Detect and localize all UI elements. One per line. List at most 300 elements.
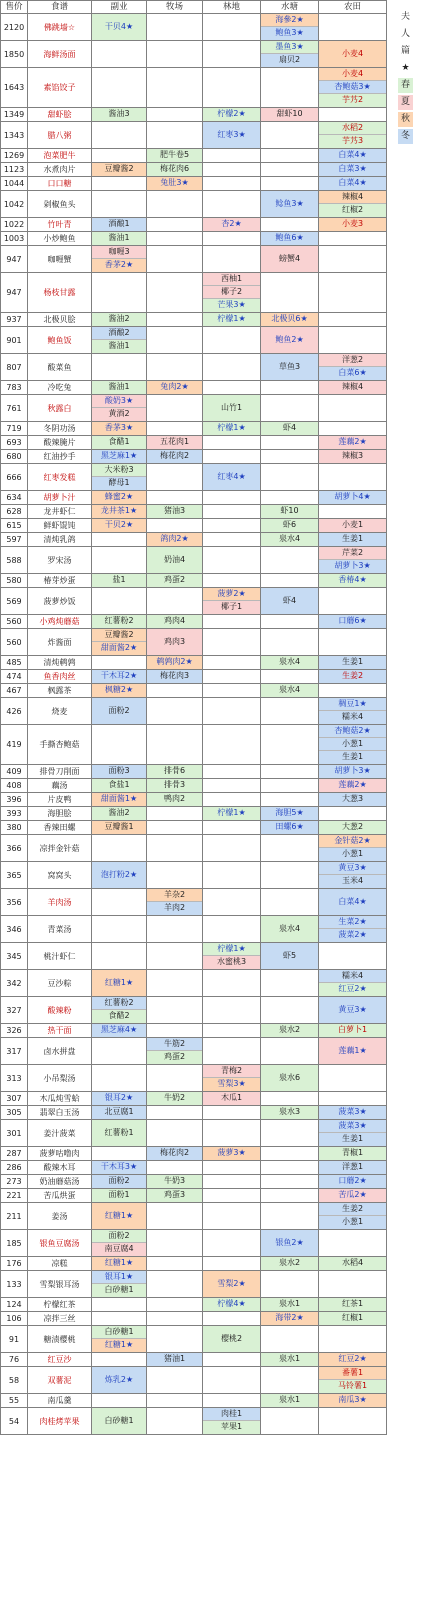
pond-cell <box>261 273 319 313</box>
recipe-name-cell: 小吊梨汤 <box>28 1065 92 1092</box>
sideline-cell <box>92 1161 147 1175</box>
sideline-cell <box>92 273 147 313</box>
ingredient-cell: 五花肉1 <box>147 436 203 449</box>
recipe-name-cell: 酸菜鱼 <box>28 354 92 381</box>
sideline-cell <box>92 588 147 615</box>
price-cell: 1022 <box>1 218 28 232</box>
sideline-cell <box>92 108 147 122</box>
pond-cell <box>261 218 319 232</box>
recipe-name-cell: 腊八粥 <box>28 122 92 149</box>
ingredient-cell: 白菜6★ <box>319 367 387 380</box>
ranch-cell <box>147 519 203 533</box>
ingredient-cell: 小麦4 <box>319 68 387 81</box>
sideline-cell <box>92 1175 147 1189</box>
ranch-cell <box>147 1257 203 1271</box>
recipe-name-cell: 海胆脍 <box>28 807 92 821</box>
header-sideline: 副业 <box>92 1 147 14</box>
forest-cell <box>203 1175 261 1189</box>
ingredient-cell: 干贝4★ <box>92 14 147 40</box>
ingredient-cell: 羊杂2 <box>147 889 203 902</box>
price-cell: 124 <box>1 1298 28 1312</box>
sideline-cell <box>92 464 147 491</box>
pond-cell <box>261 381 319 395</box>
ingredient-cell: 杏2★ <box>203 218 261 231</box>
ingredient-cell: 酸奶3★ <box>92 395 147 408</box>
farmland-cell <box>319 1394 387 1408</box>
recipe-name-cell: 酸辣木耳 <box>28 1161 92 1175</box>
ingredient-cell: 干木耳2★ <box>92 670 147 683</box>
pond-cell <box>261 1161 319 1175</box>
farmland-cell <box>319 149 387 163</box>
price-cell: 76 <box>1 1353 28 1367</box>
farmland-cell <box>319 1312 387 1326</box>
price-cell: 474 <box>1 670 28 684</box>
price-cell: 176 <box>1 1257 28 1271</box>
forest-cell <box>203 821 261 835</box>
forest-cell <box>203 436 261 450</box>
sideline-cell <box>92 1024 147 1038</box>
ingredient-cell: 红椒2 <box>319 204 387 217</box>
farmland-cell <box>319 684 387 698</box>
recipe-name-cell: 素馅饺子 <box>28 68 92 108</box>
sideline-cell <box>92 997 147 1024</box>
table-row <box>1 177 387 191</box>
ingredient-cell: 鸡肉4 <box>147 615 203 628</box>
ranch-cell <box>147 327 203 354</box>
ingredient-cell: 虾10 <box>261 505 319 518</box>
sideline-cell <box>92 765 147 779</box>
price-cell: 1042 <box>1 191 28 218</box>
recipe-name-cell: 翡翠白玉汤 <box>28 1106 92 1120</box>
price-cell: 133 <box>1 1271 28 1298</box>
recipe-name-cell: 佛跳墙☆ <box>28 14 92 41</box>
forest-cell <box>203 1394 261 1408</box>
ranch-cell <box>147 1298 203 1312</box>
price-cell: 58 <box>1 1367 28 1394</box>
forest-cell <box>203 970 261 997</box>
price-cell: 326 <box>1 1024 28 1038</box>
ingredient-cell: 食盐1 <box>92 779 147 792</box>
sideline-cell <box>92 807 147 821</box>
recipe-name-cell: 北极贝脍 <box>28 313 92 327</box>
price-cell: 807 <box>1 354 28 381</box>
price-cell: 580 <box>1 574 28 588</box>
ingredient-cell: 南豆腐4 <box>92 1243 147 1256</box>
ranch-cell <box>147 793 203 807</box>
pond-cell <box>261 1257 319 1271</box>
sideline-cell <box>92 1312 147 1326</box>
ingredient-cell: 面粉2 <box>92 1175 147 1188</box>
sideline-cell <box>92 1230 147 1257</box>
forest-cell <box>203 629 261 656</box>
table-row <box>1 149 387 163</box>
table-row <box>1 725 387 765</box>
sideline-cell <box>92 1120 147 1147</box>
sideline-cell <box>92 1189 147 1203</box>
recipe-name-cell: 罗宋汤 <box>28 547 92 574</box>
farmland-cell <box>319 68 387 108</box>
ingredient-cell: 菠菜2★ <box>319 929 387 942</box>
pond-cell <box>261 519 319 533</box>
table-row <box>1 218 387 232</box>
farmland-cell <box>319 232 387 246</box>
ingredient-cell: 排骨6 <box>147 765 203 778</box>
ingredient-cell: 豆瓣酱2 <box>92 163 147 176</box>
price-cell: 221 <box>1 1189 28 1203</box>
ranch-cell <box>147 122 203 149</box>
sideline-cell <box>92 422 147 436</box>
table-row <box>1 354 387 381</box>
price-cell: 286 <box>1 1161 28 1175</box>
price-cell: 1044 <box>1 177 28 191</box>
pond-cell <box>261 232 319 246</box>
farmland-cell <box>319 177 387 191</box>
ingredient-cell: 杏鲍菇3★ <box>319 81 387 94</box>
sideline-cell <box>92 1353 147 1367</box>
price-cell: 305 <box>1 1106 28 1120</box>
ingredient-cell: 扇贝2 <box>261 54 319 67</box>
ranch-cell <box>147 163 203 177</box>
ranch-cell <box>147 1271 203 1298</box>
ingredient-cell: 酱油1 <box>92 232 147 245</box>
farmland-cell <box>319 793 387 807</box>
ingredient-cell: 肉桂1 <box>203 1408 261 1421</box>
ingredient-cell: 泉水4 <box>261 684 319 697</box>
recipe-name-cell: 凉拌三丝 <box>28 1312 92 1326</box>
price-cell: 1003 <box>1 232 28 246</box>
ranch-cell <box>147 450 203 464</box>
legend-season-2: 秋 <box>398 112 413 127</box>
sideline-cell <box>92 684 147 698</box>
recipe-name-cell: 烧麦 <box>28 698 92 725</box>
recipe-name-cell: 鱼香肉丝 <box>28 670 92 684</box>
farmland-cell <box>319 191 387 218</box>
ingredient-cell: 红糖1★ <box>92 1257 147 1270</box>
sideline-cell <box>92 1106 147 1120</box>
ingredient-cell: 海參2★ <box>261 14 319 27</box>
sideline-cell <box>92 916 147 943</box>
table-row <box>1 68 387 108</box>
price-cell: 408 <box>1 779 28 793</box>
ingredient-cell: 干木耳3★ <box>92 1161 147 1174</box>
farmland-cell <box>319 381 387 395</box>
ingredient-cell: 木瓜1 <box>203 1092 261 1105</box>
table-row <box>1 108 387 122</box>
farmland-cell <box>319 273 387 313</box>
table-row <box>1 381 387 395</box>
ingredient-cell: 面粉2 <box>92 698 147 724</box>
recipe-name-cell: 口口糖 <box>28 177 92 191</box>
ingredient-cell: 小葱1 <box>319 848 387 861</box>
recipe-name-cell: 奶油蘑菇汤 <box>28 1175 92 1189</box>
ingredient-cell: 白砂糖1 <box>92 1284 147 1297</box>
forest-cell <box>203 163 261 177</box>
ingredient-cell: 鹌鹑肉2★ <box>147 656 203 669</box>
price-cell: 393 <box>1 807 28 821</box>
ranch-cell <box>147 395 203 422</box>
ingredient-cell: 椰子1 <box>203 601 261 614</box>
ingredient-cell: 青梅2 <box>203 1065 261 1078</box>
sideline-cell <box>92 1065 147 1092</box>
ingredient-cell: 苦瓜2★ <box>319 1189 387 1202</box>
sideline-cell <box>92 14 147 41</box>
sideline-cell <box>92 218 147 232</box>
price-cell: 317 <box>1 1038 28 1065</box>
ingredient-cell: 稠豆1★ <box>319 698 387 711</box>
price-cell: 327 <box>1 997 28 1024</box>
recipe-name-cell: 泡菜肥牛 <box>28 149 92 163</box>
farmland-cell <box>319 1161 387 1175</box>
farmland-cell <box>319 1271 387 1298</box>
forest-cell <box>203 588 261 615</box>
farmland-cell <box>319 629 387 656</box>
ingredient-cell: 豆瓣酱1 <box>92 821 147 834</box>
ingredient-cell: 椰子2 <box>203 286 261 299</box>
ranch-cell <box>147 1024 203 1038</box>
recipe-name-cell: 红豆沙 <box>28 1353 92 1367</box>
forest-cell <box>203 464 261 491</box>
sideline-cell <box>92 491 147 505</box>
price-cell: 666 <box>1 464 28 491</box>
ingredient-cell: 羊肉2 <box>147 902 203 915</box>
recipe-name-cell: 清炖鹌鹑 <box>28 656 92 670</box>
sideline-cell <box>92 1408 147 1435</box>
farmland-cell <box>319 574 387 588</box>
forest-cell <box>203 149 261 163</box>
farmland-cell <box>319 997 387 1024</box>
ingredient-cell: 泉水1 <box>261 1394 319 1407</box>
table-row <box>1 862 387 889</box>
ingredient-cell: 杏鲍菇2★ <box>319 725 387 738</box>
recipe-name-cell: 手撕杏鲍菇 <box>28 725 92 765</box>
farmland-cell <box>319 1106 387 1120</box>
price-cell: 485 <box>1 656 28 670</box>
ingredient-cell: 辣椒3 <box>319 450 387 463</box>
pond-cell <box>261 1408 319 1435</box>
ingredient-cell: 柠檬1★ <box>203 422 261 435</box>
sideline-cell <box>92 670 147 684</box>
forest-cell <box>203 1298 261 1312</box>
table-row <box>1 916 387 943</box>
ranch-cell <box>147 1312 203 1326</box>
price-cell: 345 <box>1 943 28 970</box>
table-row <box>1 807 387 821</box>
price-cell: 2120 <box>1 14 28 41</box>
forest-cell <box>203 505 261 519</box>
pond-cell <box>261 436 319 450</box>
ranch-cell <box>147 835 203 862</box>
forest-cell <box>203 1038 261 1065</box>
ranch-cell <box>147 670 203 684</box>
ingredient-cell: 芹菜2 <box>319 547 387 560</box>
ingredient-cell: 干贝2★ <box>92 519 147 532</box>
ingredient-cell: 鸡蛋2 <box>147 1051 203 1064</box>
farmland-cell <box>319 491 387 505</box>
forest-cell <box>203 779 261 793</box>
sideline-cell <box>92 381 147 395</box>
ranch-cell <box>147 1175 203 1189</box>
ingredient-cell: 生姜2 <box>319 670 387 683</box>
ingredient-cell: 咖喱3 <box>92 246 147 259</box>
price-cell: 426 <box>1 698 28 725</box>
farmland-cell <box>319 1147 387 1161</box>
sideline-cell <box>92 232 147 246</box>
header-row <box>1 1 387 14</box>
farmland-cell <box>319 1092 387 1106</box>
ingredient-cell: 红薯粉1 <box>92 1120 147 1146</box>
price-cell: 693 <box>1 436 28 450</box>
table-row <box>1 821 387 835</box>
forest-cell <box>203 354 261 381</box>
ingredient-cell: 泡打粉2★ <box>92 862 147 888</box>
ingredient-cell: 鲍鱼6★ <box>261 232 319 245</box>
table-row <box>1 313 387 327</box>
ingredient-cell: 口蘑2★ <box>319 1175 387 1188</box>
ingredient-cell: 草鱼3 <box>261 354 319 380</box>
price-cell: 1850 <box>1 41 28 68</box>
ingredient-cell: 牛奶3 <box>147 1175 203 1188</box>
ingredient-cell: 泉水2 <box>261 1257 319 1270</box>
ingredient-cell: 银鱼2★ <box>261 1230 319 1256</box>
sideline-cell <box>92 533 147 547</box>
pond-cell <box>261 1271 319 1298</box>
sideline-cell <box>92 1367 147 1394</box>
table-row <box>1 656 387 670</box>
forest-cell <box>203 547 261 574</box>
ingredient-cell: 白砂糖1 <box>92 1326 147 1339</box>
recipe-name-cell: 凉糕 <box>28 1257 92 1271</box>
farmland-cell <box>319 862 387 889</box>
farmland-cell <box>319 519 387 533</box>
forest-cell <box>203 450 261 464</box>
pond-cell <box>261 1298 319 1312</box>
ranch-cell <box>147 1203 203 1230</box>
pond-cell <box>261 505 319 519</box>
ranch-cell <box>147 1161 203 1175</box>
table-row <box>1 997 387 1024</box>
ingredient-cell: 白菜4★ <box>319 177 387 190</box>
sideline-cell <box>92 436 147 450</box>
ingredient-cell: 梅花肉2 <box>147 1147 203 1160</box>
ingredient-cell: 西柚1 <box>203 273 261 286</box>
farmland-cell <box>319 450 387 464</box>
ingredient-cell: 虾4 <box>261 422 319 435</box>
recipe-name-cell: 羊肉汤 <box>28 889 92 916</box>
price-cell: 680 <box>1 450 28 464</box>
sideline-cell <box>92 68 147 108</box>
farmland-cell <box>319 1326 387 1353</box>
ranch-cell <box>147 1189 203 1203</box>
price-cell: 1349 <box>1 108 28 122</box>
ingredient-cell: 银耳2★ <box>92 1092 147 1105</box>
sideline-cell <box>92 327 147 354</box>
pond-cell <box>261 149 319 163</box>
price-cell: 783 <box>1 381 28 395</box>
price-cell: 287 <box>1 1147 28 1161</box>
ranch-cell <box>147 943 203 970</box>
sideline-cell <box>92 656 147 670</box>
farmland-cell <box>319 14 387 41</box>
ingredient-cell: 虾4 <box>261 588 319 614</box>
ingredient-cell: 面粉1 <box>92 1189 147 1202</box>
forest-cell <box>203 218 261 232</box>
farmland-cell <box>319 464 387 491</box>
ranch-cell <box>147 218 203 232</box>
table-row <box>1 327 387 354</box>
ingredient-cell: 水蜜桃3 <box>203 956 261 969</box>
farmland-cell <box>319 1175 387 1189</box>
table-row <box>1 574 387 588</box>
ingredient-cell: 炼乳2★ <box>92 1367 147 1393</box>
ingredient-cell: 鲍鱼2★ <box>261 327 319 353</box>
farmland-cell <box>319 41 387 68</box>
table-row <box>1 1298 387 1312</box>
ingredient-cell: 白菜4★ <box>319 889 387 915</box>
pond-cell <box>261 765 319 779</box>
ingredient-cell: 泉水3 <box>261 1106 319 1119</box>
ingredient-cell: 小葱1 <box>319 1216 387 1229</box>
ranch-cell <box>147 41 203 68</box>
recipe-name-cell: 桃汁虾仁 <box>28 943 92 970</box>
ingredient-cell: 酱油2 <box>92 313 147 326</box>
forest-cell <box>203 698 261 725</box>
table-row <box>1 943 387 970</box>
recipe-name-cell: 冬阴功汤 <box>28 422 92 436</box>
ingredient-cell: 白菜3★ <box>319 163 387 176</box>
ranch-cell <box>147 68 203 108</box>
recipe-name-cell: 胡萝卜汁 <box>28 491 92 505</box>
ingredient-cell: 芋艿3 <box>319 135 387 148</box>
pond-cell <box>261 1120 319 1147</box>
ingredient-cell: 柠檬4★ <box>203 1298 261 1311</box>
sideline-cell <box>92 177 147 191</box>
ingredient-cell: 糯米4 <box>319 711 387 724</box>
table-row <box>1 835 387 862</box>
farmland-cell <box>319 615 387 629</box>
pond-cell <box>261 313 319 327</box>
table-row <box>1 1120 387 1147</box>
ingredient-cell: 梅花肉3 <box>147 670 203 683</box>
ranch-cell <box>147 149 203 163</box>
forest-cell <box>203 395 261 422</box>
pond-cell <box>261 1147 319 1161</box>
sideline-cell <box>92 629 147 656</box>
ranch-cell <box>147 191 203 218</box>
recipe-name-cell: 小炒鲍鱼 <box>28 232 92 246</box>
farmland-cell <box>319 354 387 381</box>
forest-cell <box>203 1271 261 1298</box>
ranch-cell <box>147 491 203 505</box>
table-row <box>1 436 387 450</box>
forest-cell <box>203 519 261 533</box>
farmland-cell <box>319 1120 387 1147</box>
ingredient-cell: 鸽肉2★ <box>147 533 203 546</box>
pond-cell <box>261 14 319 41</box>
sideline-cell <box>92 191 147 218</box>
pond-cell <box>261 354 319 381</box>
farmland-cell <box>319 1065 387 1092</box>
farmland-cell <box>319 327 387 354</box>
ranch-cell <box>147 588 203 615</box>
forest-cell <box>203 327 261 354</box>
table-row <box>1 533 387 547</box>
ingredient-cell: 鲶鱼3★ <box>261 191 319 217</box>
ingredient-cell: 小葱1 <box>319 738 387 751</box>
ingredient-cell: 鸡肉3 <box>147 629 203 655</box>
ingredient-cell: 生姜2 <box>319 1203 387 1216</box>
price-cell: 588 <box>1 547 28 574</box>
forest-cell <box>203 232 261 246</box>
